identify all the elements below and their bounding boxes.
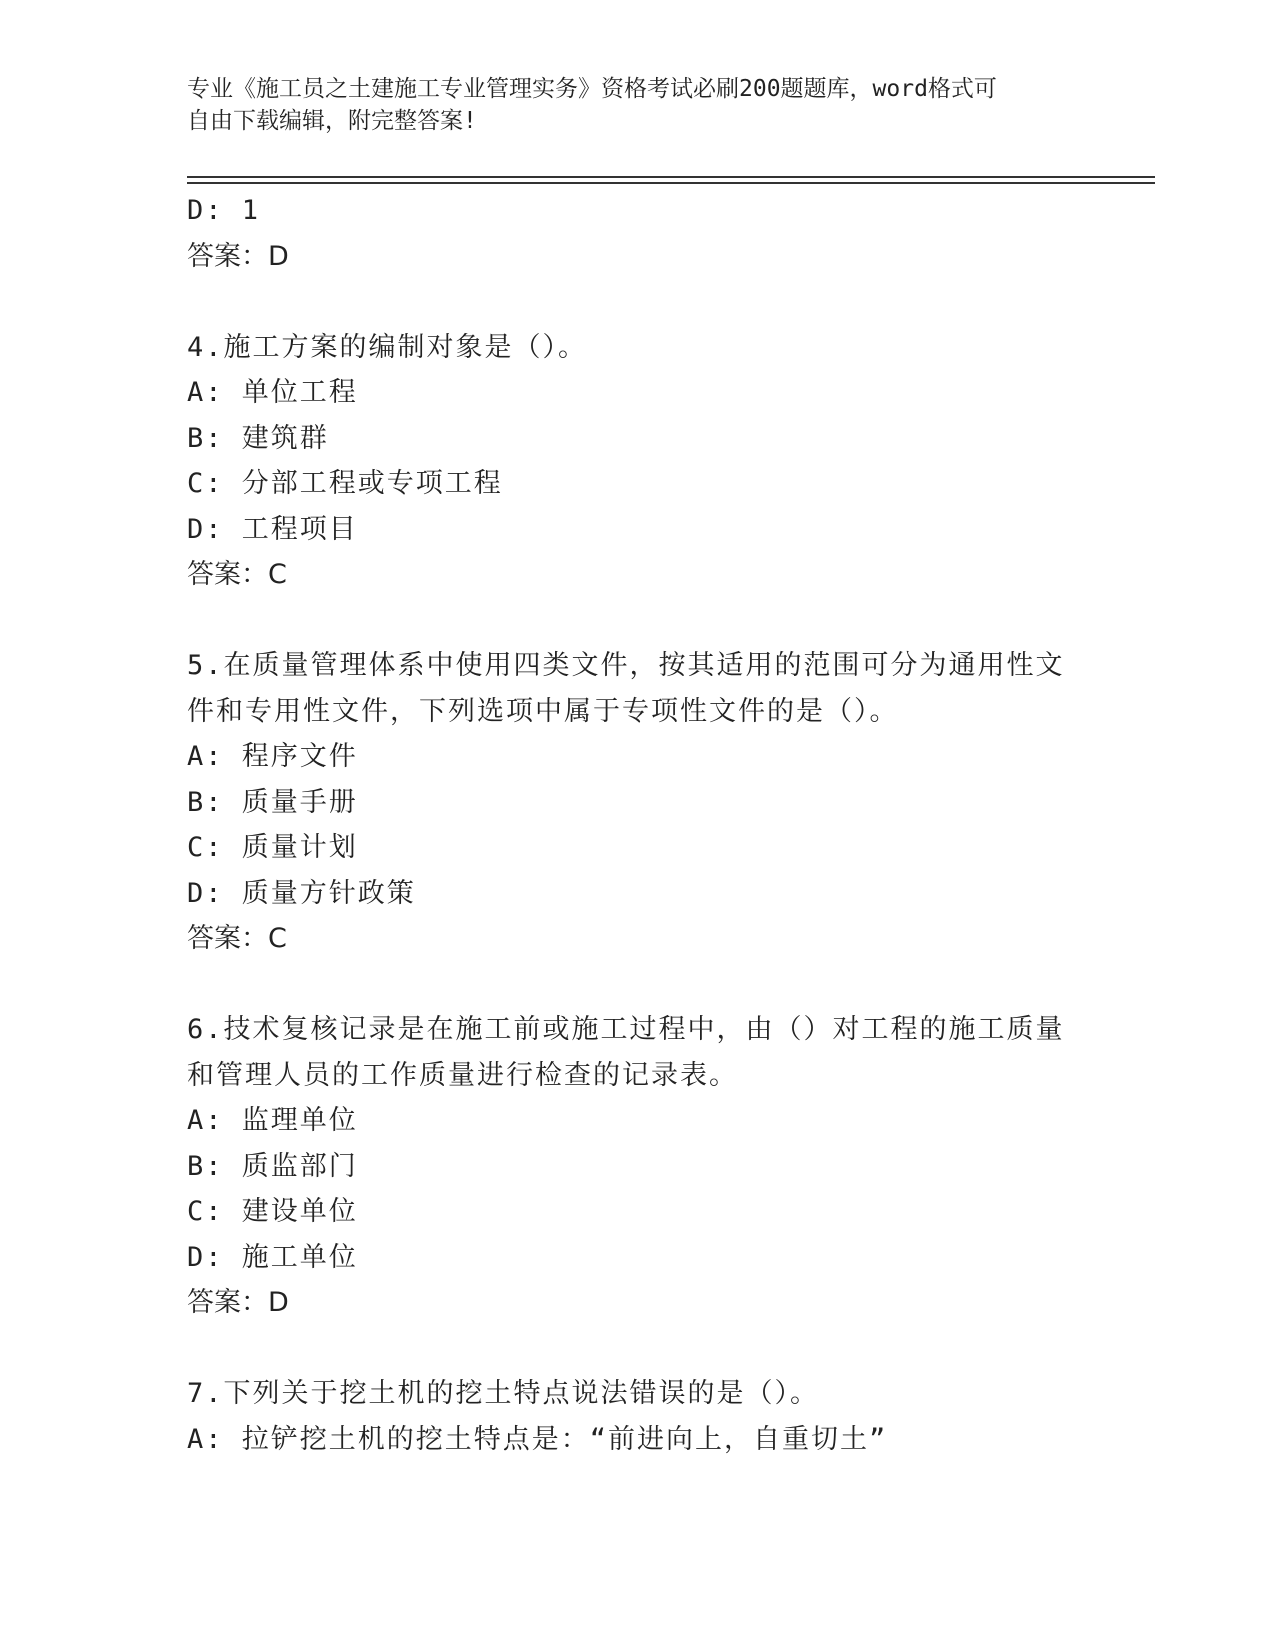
question-stem: 5.在质量管理体系中使用四类文件，按其适用的范围可分为通用性文 xyxy=(187,650,1065,681)
answer: 答案：C xyxy=(187,559,287,590)
header-line-2: 自由下载编辑，附完整答案! xyxy=(187,108,477,134)
question-list xyxy=(187,188,1087,1462)
question-stem-cont: 和管理人员的工作质量进行检查的记录表。 xyxy=(187,1059,738,1091)
header-rule-top xyxy=(187,176,1155,178)
question-stem-cont: 件和专用性文件，下列选项中属于专项性文件的是（）。 xyxy=(187,695,899,727)
prev-option-d: D: 1 xyxy=(187,195,261,226)
question-7 xyxy=(187,1371,1087,1462)
header-line-1: 专业《施工员之土建施工专业管理实务》资格考试必刷200题题库，word格式可 xyxy=(187,76,997,102)
option-b: B: 质量手册 xyxy=(187,786,358,818)
spacer xyxy=(187,598,1087,644)
option-d: D: 工程项目 xyxy=(187,513,358,545)
question-5 xyxy=(187,643,1087,962)
answer: 答案：D xyxy=(187,1287,289,1318)
option-c: C: 建设单位 xyxy=(187,1196,358,1227)
answer: 答案：C xyxy=(187,923,287,954)
question-4 xyxy=(187,325,1087,598)
option-d: D: 质量方针政策 xyxy=(187,877,416,909)
option-b: B: 建筑群 xyxy=(187,422,329,454)
question-stem: 6.技术复核记录是在施工前或施工过程中，由（）对工程的施工质量 xyxy=(187,1014,1065,1045)
page-header xyxy=(187,73,1087,137)
prev-answer: 答案：D xyxy=(187,240,289,272)
spacer xyxy=(187,1326,1087,1372)
question-6 xyxy=(187,1007,1087,1326)
option-a: A: 单位工程 xyxy=(187,377,358,408)
option-a: A: 监理单位 xyxy=(187,1105,358,1136)
question-stem: 4.施工方案的编制对象是（）。 xyxy=(187,331,588,363)
option-b: B: 质监部门 xyxy=(187,1150,358,1182)
option-c: C: 质量计划 xyxy=(187,832,358,863)
spacer xyxy=(187,962,1087,1008)
option-d: D: 施工单位 xyxy=(187,1241,358,1273)
option-a: A: 拉铲挖土机的挖土特点是：“前进向上，自重切土” xyxy=(187,1423,888,1455)
option-c: C: 分部工程或专项工程 xyxy=(187,468,503,499)
question-stem: 7.下列关于挖土机的挖土特点说法错误的是（）。 xyxy=(187,1378,820,1409)
option-a: A: 程序文件 xyxy=(187,741,358,772)
header-rule-bottom xyxy=(187,182,1155,184)
spacer xyxy=(187,279,1087,325)
